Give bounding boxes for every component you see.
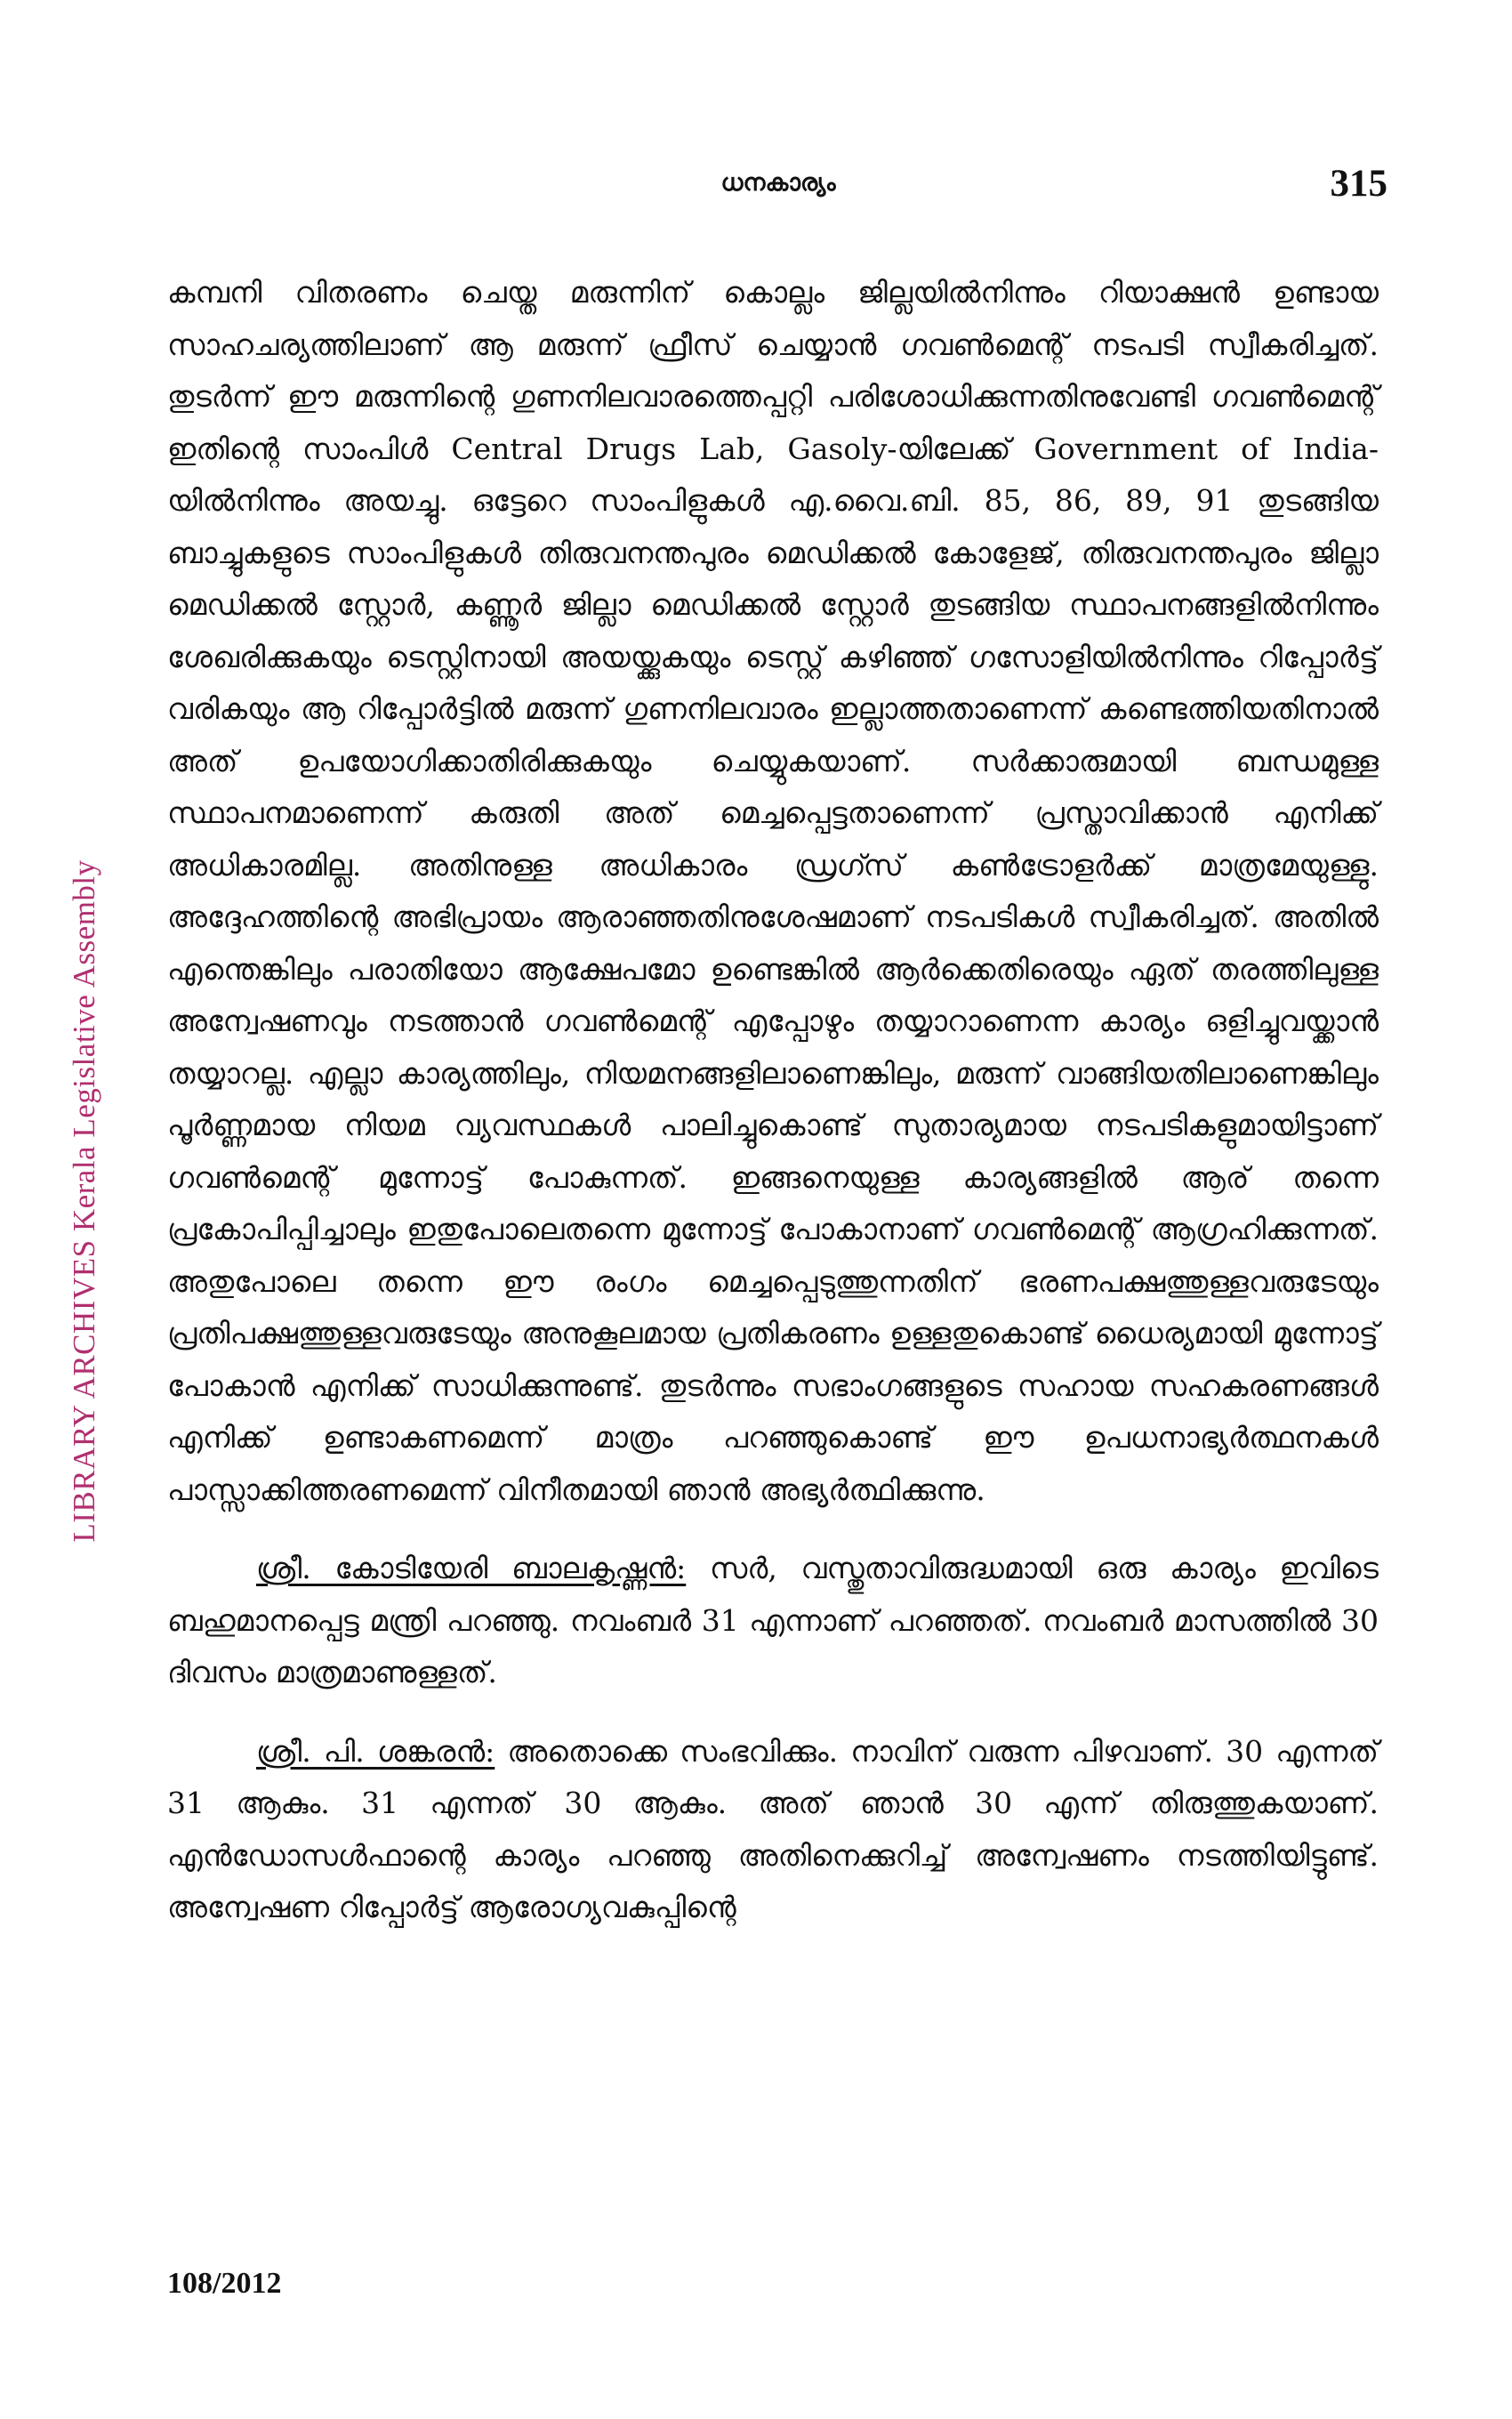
document-body xyxy=(167,267,1379,1934)
speaker-name: ശ്രീ. പി. ശങ്കരൻ: xyxy=(256,1733,495,1769)
paragraph-text: കമ്പനി വിതരണം ചെയ്ത മരുന്നിന് കൊല്ലം ജില്ലയിൽനിന്നും റിയാക്ഷൻ ഉണ്ടായ സാഹചര്യത്തിലാണ് ആ മരുന്ന് ഫ്രീസ് ചെയ്യാൻ ഗവൺമെന്റ് നടപടി സ്വീകരിച്ചത്. തുടർന്ന് ഈ മരുന്നിന്റെ ഗുണനിലവാരത്തെപ്പറ്റി പരിശോധിക്കുന്നതിനുവേണ്ടി ഗവൺമെന്റ് ഇതിന്റെ സാംപിൾ Central Drugs Lab, Gasoly-യിലേക്ക് Government of India-യിൽനിന്നും അയച്ചു. ഒട്ടേറെ സാംപിളുകൾ എ.വൈ.ബി. 85, 86, 89, 91 തുടങ്ങിയ ബാച്ചുകളുടെ സാംപിളുകൾ തിരുവനന്തപുരം മെഡിക്കൽ കോളേജ്, തിരുവനന്തപുരം ജില്ലാ മെഡിക്കൽ സ്റ്റോർ, കണ്ണൂർ ജില്ലാ മെഡിക്കൽ സ്റ്റോർ തുടങ്ങിയ സ്ഥാപനങ്ങളിൽനിന്നും ശേഖരിക്കുകയും ടെസ്റ്റിനായി അയയ്ക്കുകയും ടെസ്റ്റ് കഴിഞ്ഞ് ഗസോളിയിൽനിന്നും റിപ്പോർട്ട് വരികയും ആ റിപ്പോർട്ടിൽ മരുന്ന് ഗുണനിലവാരം ഇല്ലാത്തതാണെന്ന് കണ്ടെത്തിയതിനാൽ അത് ഉപയോഗിക്കാതിരിക്കുകയും ചെയ്യുകയാണ്. സർക്കാരുമായി ബന്ധമുള്ള സ്ഥാപനമാണെന്ന് കരുതി അത് മെച്ചപ്പെട്ടതാണെന്ന് പ്രസ്താവിക്കാൻ എനിക്ക് അധികാരമില്ല. അതിനുള്ള അധികാരം ഡ്രഗ്സ് കൺട്രോളർക്ക് മാത്രമേയുള്ളു. അദ്ദേഹത്തിന്റെ അഭിപ്രായം ആരാഞ്ഞതിനുശേഷമാണ് നടപടികൾ സ്വീകരിച്ചത്. അതിൽ എന്തെങ്കിലും പരാതിയോ ആക്ഷേപമോ ഉണ്ടെങ്കിൽ ആർക്കെതിരെയും ഏത് തരത്തിലുള്ള അന്വേഷണവും നടത്താൻ ഗവൺമെന്റ് എപ്പോഴും തയ്യാറാണെന്ന കാര്യം ഒളിച്ചുവയ്ക്കാൻ തയ്യാറല്ല. എല്ലാ കാര്യത്തിലും, നിയമനങ്ങളിലാണെങ്കിലും, മരുന്ന് വാങ്ങിയതിലാണെങ്കിലും പൂർണ്ണമായ നിയമ വ്യവസ്ഥകൾ പാലിച്ചുകൊണ്ട് സുതാര്യമായ നടപടികളുമായിട്ടാണ് ഗവൺമെന്റ് മുന്നോട്ട് പോകുന്നത്. ഇങ്ങനെയുള്ള കാര്യങ്ങളിൽ ആര് തന്നെ പ്രകോപിപ്പിച്ചാലും ഇതുപോലെതന്നെ മുന്നോട്ട് പോകാനാണ് ഗവൺമെന്റ് ആഗ്രഹിക്കുന്നത്. അതുപോലെ തന്നെ ഈ രംഗം മെച്ചപ്പെടുത്തുന്നതിന് ഭരണപക്ഷത്തുള്ളവരുടേയും പ്രതിപക്ഷത്തുള്ളവരുടേയും അനുകൂലമായ പ്രതികരണം ഉള്ളതുകൊണ്ട് ധൈര്യമായി മുന്നോട്ട് പോകാൻ എനിക്ക് സാധിക്കുന്നുണ്ട്. തുടർന്നും സഭാംഗങ്ങളുടെ സഹായ സഹകരണങ്ങൾ എനിക്ക് ഉണ്ടാകണമെന്ന് മാത്രം പറഞ്ഞുകൊണ്ട് ഈ ഉപധനാഭ്യർത്ഥനകൾ പാസ്സാക്കിത്തരണമെന്ന് വിനീതമായി ഞാൻ അഭ്യർത്ഥിക്കുന്നു. xyxy=(167,275,1379,1507)
page-number: 315 xyxy=(1330,163,1387,205)
running-header-title: ധനകാര്യം xyxy=(720,169,836,197)
paragraph-text: അതൊക്കെ സംഭവിക്കും. നാവിന് വരുന്ന പിഴവാണ്. 30 എന്നത് 31 ആകും. 31 എന്നത് 30 ആകും. അത് ഞാൻ 30 എന്ന് തിരുത്തുകയാണ്. എൻഡോസൾഫാന്റെ കാര്യം പറഞ്ഞു അതിനെക്കുറിച്ച് അന്വേഷണം നടത്തിയിട്ടുണ്ട്. അന്വേഷണ റിപ്പോർട്ട് ആരോഗ്യവകുപ്പിന്റെ xyxy=(167,1733,1379,1924)
paragraph-minister-reply xyxy=(167,267,1379,1516)
paragraph-text: സർ, വസ്തുതാവിരുദ്ധമായി ഒരു കാര്യം ഇവിടെ ബഹുമാനപ്പെട്ട മന്ത്രി പറഞ്ഞു. നവംബർ 31 എന്നാണ് പറഞ്ഞത്. നവംബർ മാസത്തിൽ 30 ദിവസം മാത്രമാണുള്ളത്. xyxy=(167,1551,1379,1689)
watermark-text: LIBRARY ARCHIVES Kerala Legislative Assembly xyxy=(67,859,101,1543)
speaker-name: ശ്രീ. കോടിയേരി ബാലകൃഷ്ണൻ: xyxy=(256,1551,687,1585)
footer-document-code: 108/2012 xyxy=(167,2267,282,2300)
paragraph-sankaran xyxy=(167,1726,1379,1934)
paragraph-kodiyeri xyxy=(167,1543,1379,1699)
